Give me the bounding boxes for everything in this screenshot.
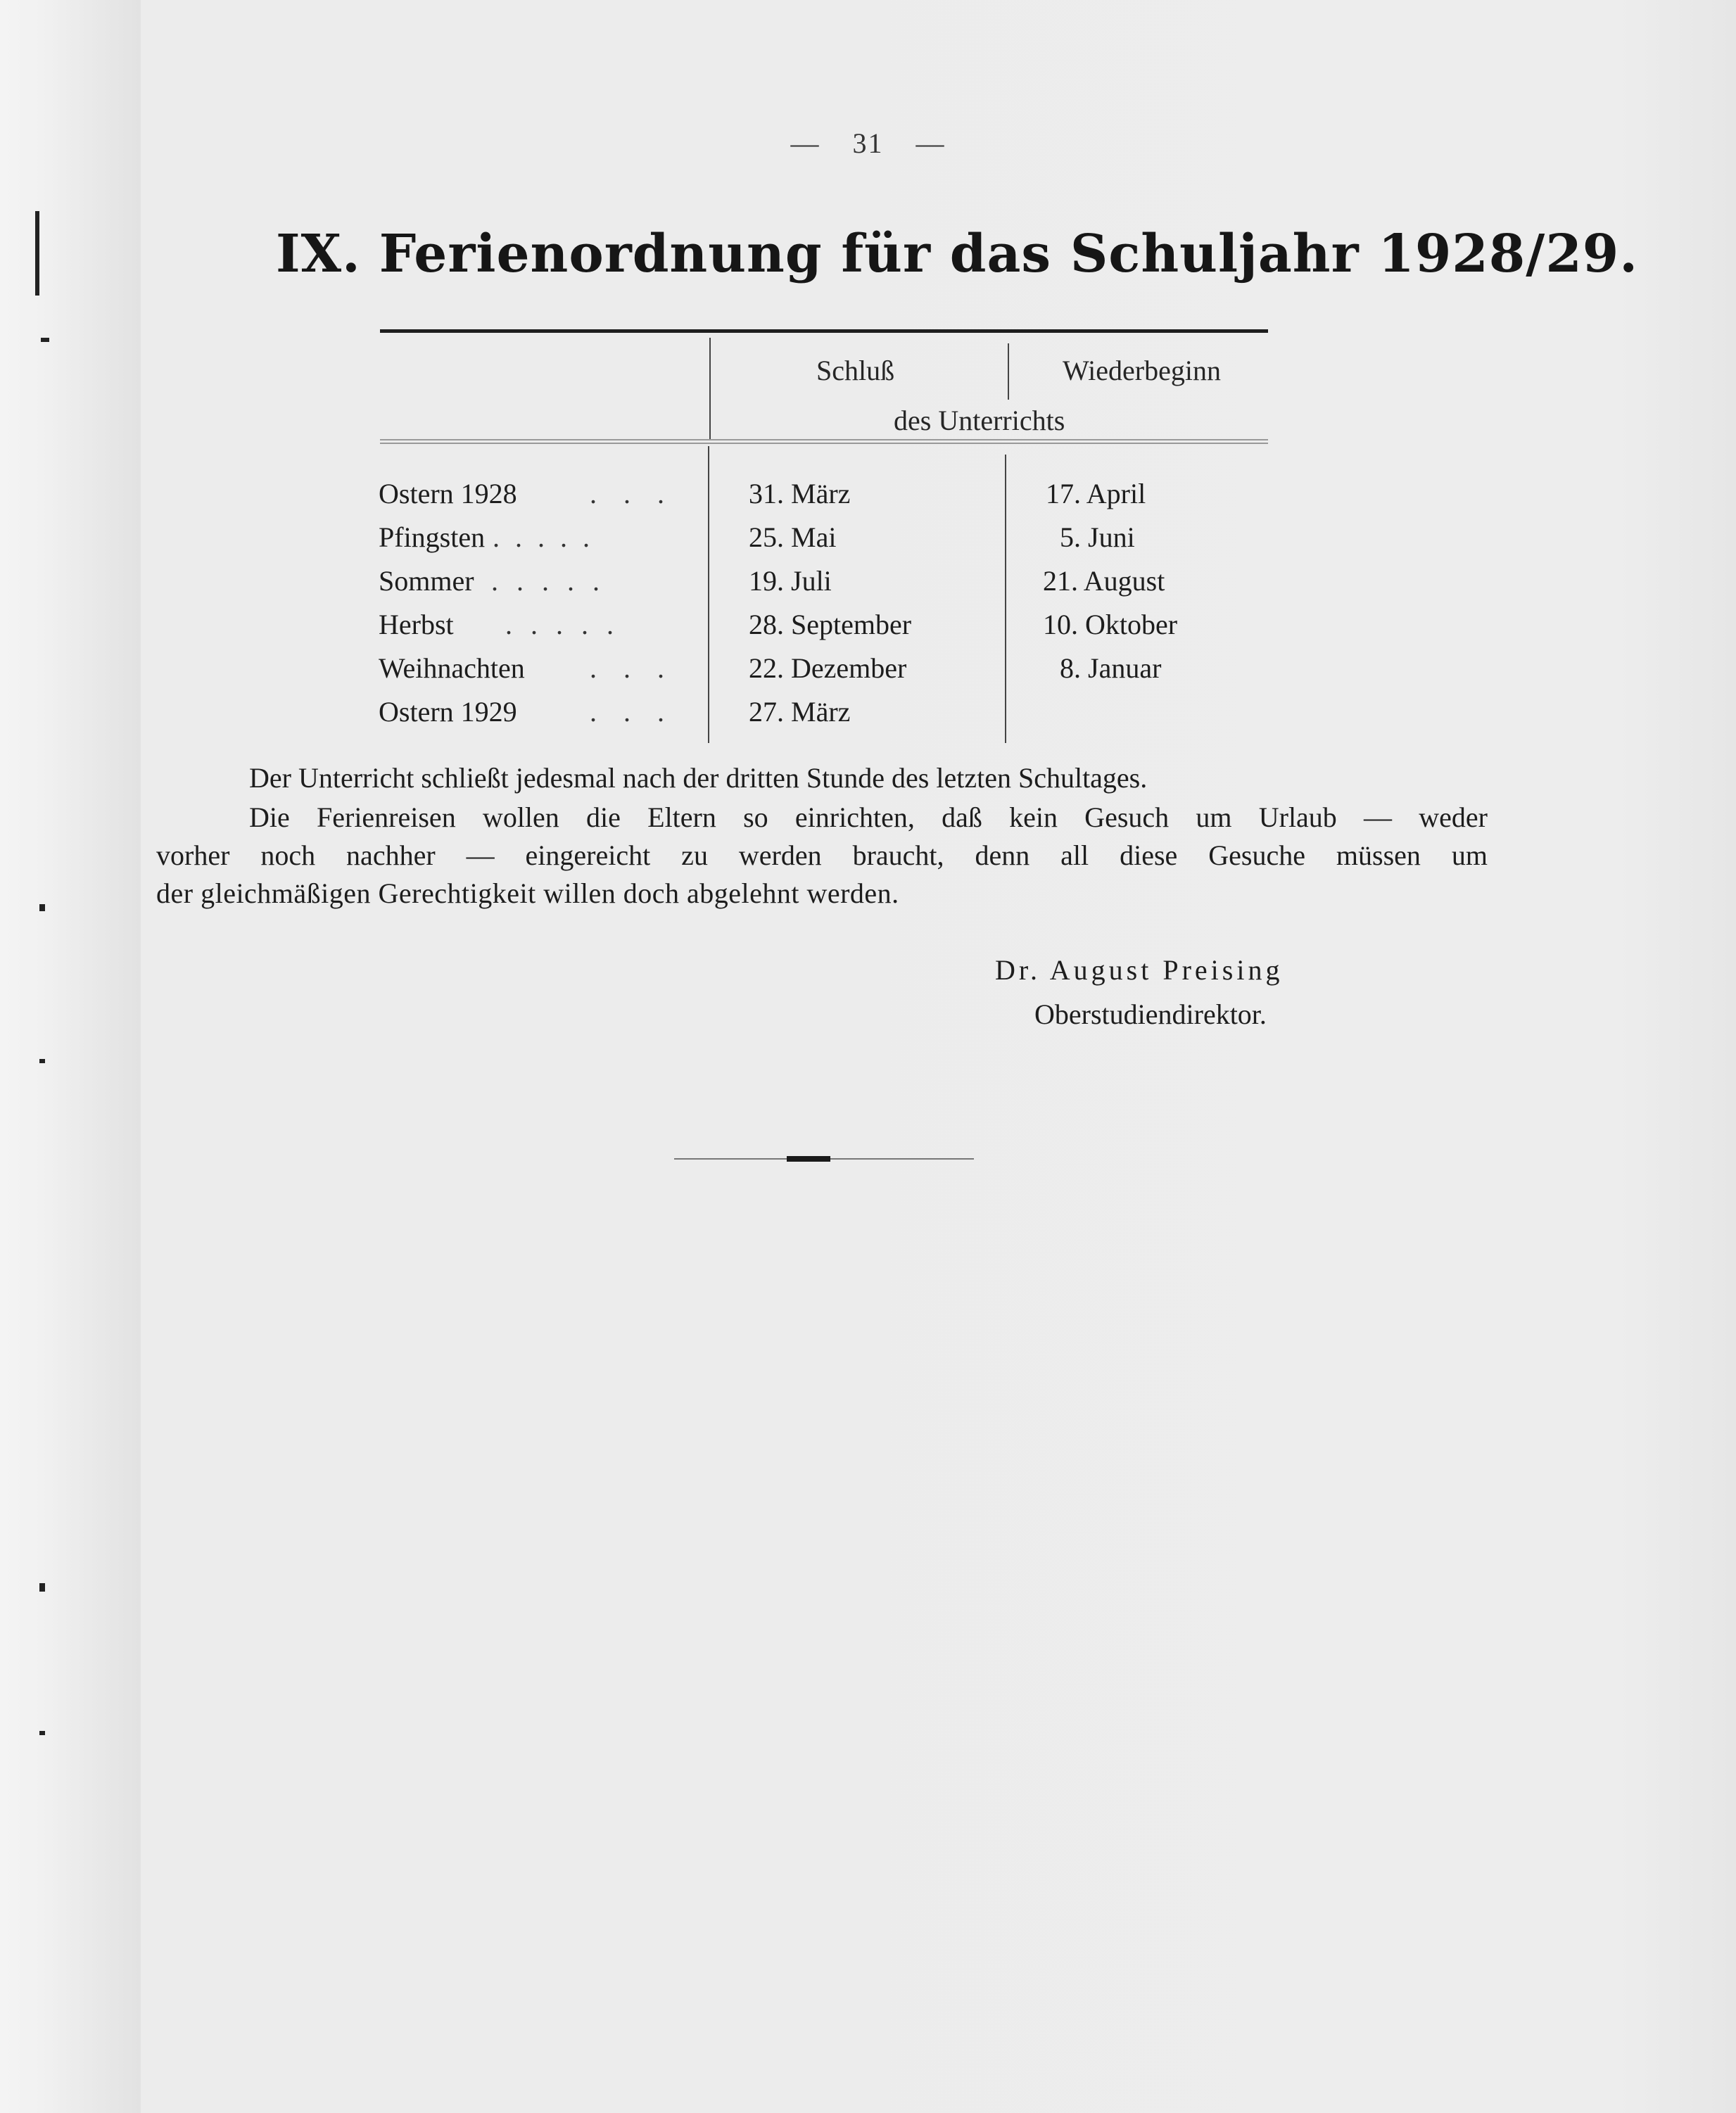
binding-mark bbox=[39, 1059, 45, 1063]
end-date: 25. Mai bbox=[749, 521, 837, 553]
resume-date: 17. April bbox=[1046, 478, 1146, 509]
page-number-value: 31 bbox=[852, 127, 884, 159]
resume-date: 21. August bbox=[1043, 565, 1165, 597]
resume-date: 10. Oktober bbox=[1043, 609, 1178, 640]
page-number bbox=[0, 127, 1736, 160]
header-resume-column: Wiederbeginn bbox=[1063, 355, 1221, 386]
holiday-name: Weihnachten bbox=[379, 652, 525, 684]
resume-date: 5. Juni bbox=[1060, 521, 1135, 553]
table-row bbox=[379, 608, 1268, 652]
end-date: 22. Dezember bbox=[749, 652, 907, 684]
end-date: 31. März bbox=[749, 478, 851, 509]
header-shared-label: des Unterrichts bbox=[894, 405, 1065, 436]
binding-mark bbox=[39, 904, 45, 911]
binding-edge bbox=[0, 0, 141, 2113]
table-row bbox=[379, 652, 1268, 695]
note-paragraph-1: Der Unterricht schließt jedesmal nach der dritten Stunde des letzten Schultages. bbox=[249, 762, 1148, 794]
table-top-rule bbox=[380, 329, 1268, 333]
page-title bbox=[276, 224, 1639, 284]
end-date: 27. März bbox=[749, 696, 851, 728]
holiday-name: Pfingsten bbox=[379, 521, 486, 553]
binding-mark bbox=[35, 211, 39, 296]
table-row bbox=[379, 564, 1268, 608]
binding-mark bbox=[39, 1583, 45, 1592]
table-row bbox=[379, 695, 1268, 739]
leader-dots: . . . . . bbox=[493, 521, 594, 553]
table-row bbox=[379, 521, 1268, 564]
note-paragraph-2-line-1: Die Ferienreisen wollen die Eltern so einrichten, daß kein Gesuch um Urlaub — weder bbox=[249, 801, 1488, 833]
ornament-bar bbox=[787, 1156, 830, 1162]
signature-title: Oberstudiendirektor. bbox=[1034, 998, 1267, 1030]
resume-date: 8. Januar bbox=[1060, 652, 1162, 684]
page-number-dash-left: — bbox=[790, 127, 821, 159]
end-date: 19. Juli bbox=[749, 565, 832, 597]
page-number-dash-right: — bbox=[915, 127, 946, 159]
section-numeral: IX. bbox=[276, 224, 361, 284]
holiday-name: Herbst bbox=[379, 609, 454, 640]
table-column-divider bbox=[1008, 343, 1009, 400]
binding-mark bbox=[39, 1731, 45, 1735]
table-row bbox=[379, 477, 1268, 521]
leader-dots: . . . bbox=[590, 652, 674, 684]
holiday-name: Ostern 1929 bbox=[379, 696, 517, 728]
leader-dots: . . . . . bbox=[505, 609, 619, 640]
binding-mark bbox=[41, 338, 49, 342]
table-column-divider bbox=[709, 338, 711, 440]
header-end-column: Schluß bbox=[816, 355, 895, 386]
signature-name: Dr. August Preising bbox=[995, 954, 1284, 986]
holiday-name: Ostern 1928 bbox=[379, 478, 517, 509]
leader-dots: . . . bbox=[590, 478, 674, 509]
note-paragraph-2-line-2: vorher noch nachher — eingereicht zu werden braucht, denn all diese Gesuche müssen um bbox=[156, 839, 1488, 871]
end-ornament bbox=[674, 1156, 974, 1162]
holiday-name: Sommer bbox=[379, 565, 474, 597]
leader-dots: . . . . . bbox=[491, 565, 605, 597]
leader-dots: . . . bbox=[590, 696, 674, 728]
note-paragraph-2-line-3: der gleichmäßigen Gerechtigkeit willen doch abgelehnt werden. bbox=[156, 877, 899, 909]
table-header-rule bbox=[380, 439, 1268, 444]
end-date: 28. September bbox=[749, 609, 912, 640]
section-title: Ferienordnung für das Schuljahr 1928/29. bbox=[379, 224, 1639, 284]
